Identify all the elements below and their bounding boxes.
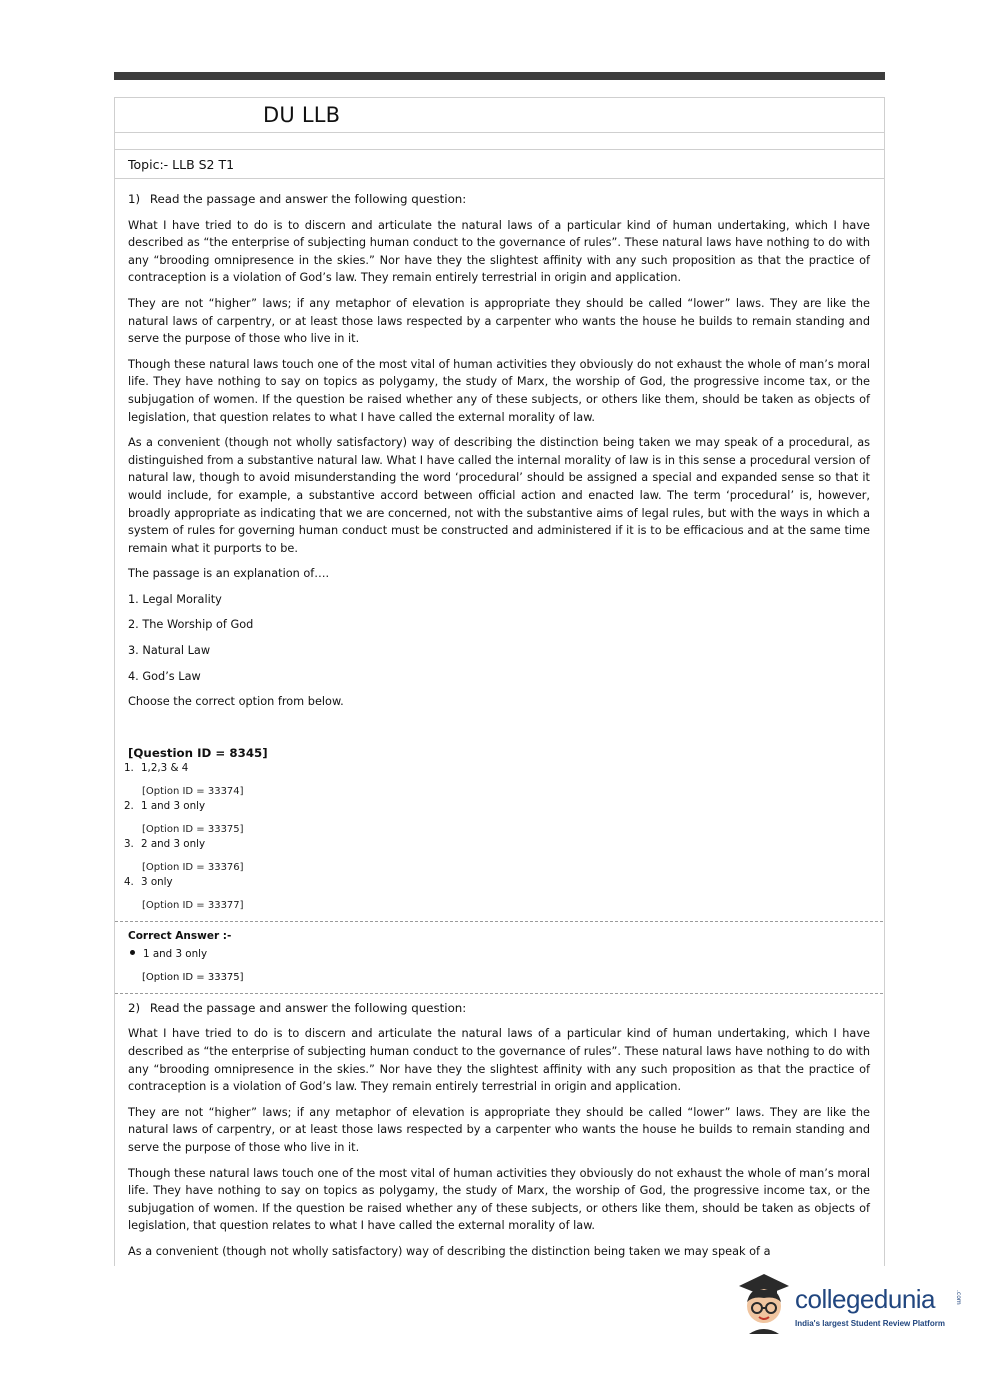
passage-paragraph: Though these natural laws touch one of the most vital of human activities they obviously do not exhaust the whole of man’s moral life. They have nothing to say on topics as polygamy, the study of Marx, the worship of God, the progressive income tax, or the subjugation of women. If the question be raised whether any of these subjects, or others like them, should be taken as objects of legislation, that question relates to what I have called the external morality of law. <box>128 357 870 424</box>
passage-paragraph: What I have tried to do is to discern and articulate the natural laws of a particular kind of human undertaking, which I have described as “the enterprise of subjecting human conduct to the governance of rules”. These natural laws have nothing to do with any “brooding omnipresence in the skies.” Nor have they the slightest affinity with any such proposition as that the practice of contraception is a violation of God’s law. They remain entirely terrestrial in origin and application. <box>128 1027 870 1094</box>
logo-tagline: India's largest Student Review Platform <box>795 1319 945 1328</box>
option-text: 1 and 3 only <box>141 799 206 812</box>
top-rule <box>114 72 885 80</box>
passage-paragraph: As a convenient (though not wholly satisfactory) way of describing the distinction being taken we may speak of a procedural, as distinguished from a substantive natural law. What I have called the internal morality of law is in this sense a procedural version of natural law, though to avoid misunderstanding the word ‘procedural’ should be assigned a special and expanded sense so that it would include, for example, a substantive accord between official action and enacted law. The term ‘procedural’ is, however, broadly appropriate as indicating that we are concerned, not with the substantive aims of legal rules, but with the ways in which a system of rules for governing human conduct must be constructed and administered if it is to be efficacious and at the same time remain what it purports to be. <box>128 436 870 555</box>
passage-paragraph: As a convenient (though not wholly satisfactory) way of describing the distinction being taken we may speak of a <box>128 1244 771 1258</box>
option-number: 4. <box>124 875 134 888</box>
option-number: 3. <box>124 837 134 850</box>
passage-paragraph: What I have tried to do is to discern and articulate the natural laws of a particular kind of human undertaking, which I have described as “the enterprise of subjecting human conduct to the governance of rules”. These natural laws have nothing to do with any “brooding omnipresence in the skies.” Nor have they the slightest affinity with any such proposition as that the practice of contraception is a violation of God’s law. They remain entirely terrestrial in origin and application. <box>128 218 870 285</box>
option-id: [Option ID = 33376] <box>142 861 244 873</box>
option-id: [Option ID = 33377] <box>142 899 244 911</box>
correct-answer <box>128 946 870 962</box>
correct-answer-label: Correct Answer :- <box>128 929 232 942</box>
option-number: 1. <box>124 761 134 774</box>
list-item: 3. Natural Law <box>128 644 211 658</box>
question-prompt: Read the passage and answer the following question: <box>149 192 467 206</box>
question-number: 2) <box>128 1000 141 1015</box>
dashed-divider <box>115 921 883 922</box>
passage-paragraph: They are not “higher” laws; if any metaphor of elevation is appropriate they should be called “lower” laws. They are like the natural laws of carpentry, or at least those laws respected by a carpenter who wants the house he builds to remain standing and serve the purpose of those who live in it. <box>128 1105 870 1154</box>
question-number: 1) <box>128 192 141 206</box>
logo-suffix: .com <box>955 1290 962 1305</box>
answer-option <box>124 875 870 890</box>
answer-option <box>124 761 870 776</box>
collegedunia-logo <box>735 1272 960 1338</box>
page-title: DU LLB <box>263 103 341 127</box>
topic-box <box>115 150 884 179</box>
list-item: 2. The Worship of God <box>128 618 254 632</box>
option-text: 3 only <box>141 875 173 888</box>
option-id: [Option ID = 33375] <box>142 823 244 835</box>
list-item: 4. God’s Law <box>128 669 201 683</box>
correct-option-id: [Option ID = 33375] <box>142 971 244 983</box>
question-2-header <box>128 1000 870 1018</box>
passage-paragraph: Though these natural laws touch one of the most vital of human activities they obviously do not exhaust the whole of man’s moral life. They have nothing to say on topics as polygamy, the study of Marx, the worship of God, the progressive income tax, or the subjugation of women. If the question be raised whether any of these subjects, or others like them, should be taken as objects of legislation, that question relates to what I have called the external morality of law. <box>128 1166 870 1233</box>
topic-label: Topic:- LLB S2 T1 <box>128 157 235 172</box>
question-prompt: Read the passage and answer the following question: <box>149 1000 467 1015</box>
question-id: [Question ID = 8345] <box>128 745 268 760</box>
spacer-row <box>115 133 884 150</box>
dashed-divider <box>115 993 883 994</box>
option-text: 2 and 3 only <box>141 837 206 850</box>
question-paper-frame <box>114 97 885 1266</box>
bullet-icon <box>130 950 135 955</box>
title-box <box>115 98 884 133</box>
option-id: [Option ID = 33374] <box>142 785 244 797</box>
list-item: 1. Legal Morality <box>128 592 222 606</box>
logo-name: collegedunia <box>795 1284 936 1314</box>
question-1-header <box>128 191 870 209</box>
correct-answer-text: 1 and 3 only <box>143 947 208 960</box>
option-number: 2. <box>124 799 134 812</box>
question-stem: The passage is an explanation of…. <box>128 567 330 581</box>
instruction-text: Choose the correct option from below. <box>128 695 344 709</box>
option-text: 1,2,3 & 4 <box>141 761 189 774</box>
answer-option <box>124 837 870 852</box>
passage-paragraph: They are not “higher” laws; if any metaphor of elevation is appropriate they should be called “lower” laws. They are like the natural laws of carpentry, or at least those laws respected by a carpenter who wants the house he builds to remain standing and serve the purpose of those who live in it. <box>128 296 870 346</box>
answer-option <box>124 799 870 814</box>
content-area <box>124 186 870 1269</box>
mascot-icon <box>735 1272 793 1338</box>
